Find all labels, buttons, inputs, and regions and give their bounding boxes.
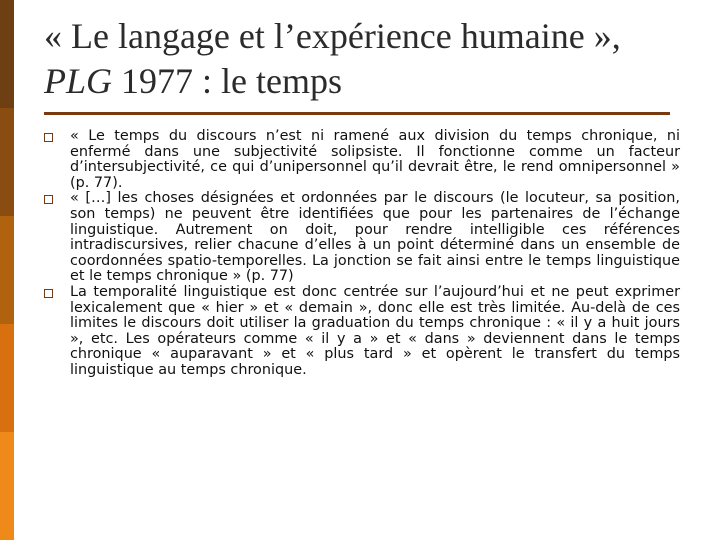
bullet-item: [44, 285, 680, 379]
side-band-segment: [0, 0, 14, 108]
bullet-item: [44, 129, 680, 191]
side-color-band: [0, 0, 14, 540]
hollow-square-bullet-icon: [44, 195, 53, 204]
side-band-segment: [0, 324, 14, 432]
slide-title: [44, 14, 684, 104]
bullet-text: « […] les choses désignées et ordonnées par le discours (le locuteur, sa position, son temps) ne peuvent être identifiées que pour les partenaires de l’échange linguistique. Autrement on doit, pour rendre intelligible ces références intradiscursives, relier chacune d’elles à un point déterminé dans un ensemble de coordonnées spatio-temporelles. La jonction se fait ainsi entre le temps linguistique et le temps chronique » (p. 77): [70, 190, 680, 285]
bullet-text: La temporalité linguistique est donc centrée sur l’aujourd’hui et ne peut exprimer lexicalement que « hier » et « demain », donc elle est très limitée. Au-delà de ces limites le discours doit utiliser la graduation du temps chronique : « il y a huit jours », etc. Les opérateurs comme « il y a » et « dans » deviennent dans le temps chronique « auparavant » et « plus tard » et opèrent le transfert du temps linguistique au temps chronique.: [70, 283, 680, 378]
side-band-segment: [0, 216, 14, 324]
side-band-segment: [0, 108, 14, 216]
bullet-text: « Le temps du discours n’est ni ramené aux division du temps chronique, ni enfermé dans une subjectivité solipsiste. Il fonctionne comme un facteur d’intersubjectivité, ce qui d’unipersonnel qu’il devrait être, le rend omnipersonnel » (p. 77).: [70, 128, 680, 191]
slide-title-part1: « Le langage et l’expérience humaine »,: [44, 16, 621, 56]
slide-title-part2: 1977 : le temps: [112, 61, 342, 101]
title-underline-rule: [44, 112, 670, 115]
side-band-segment: [0, 432, 14, 540]
bullet-list: [44, 129, 680, 379]
slide-title-italic: PLG: [44, 61, 113, 101]
hollow-square-bullet-icon: [44, 289, 53, 298]
bullet-item: [44, 191, 680, 285]
hollow-square-bullet-icon: [44, 133, 53, 142]
